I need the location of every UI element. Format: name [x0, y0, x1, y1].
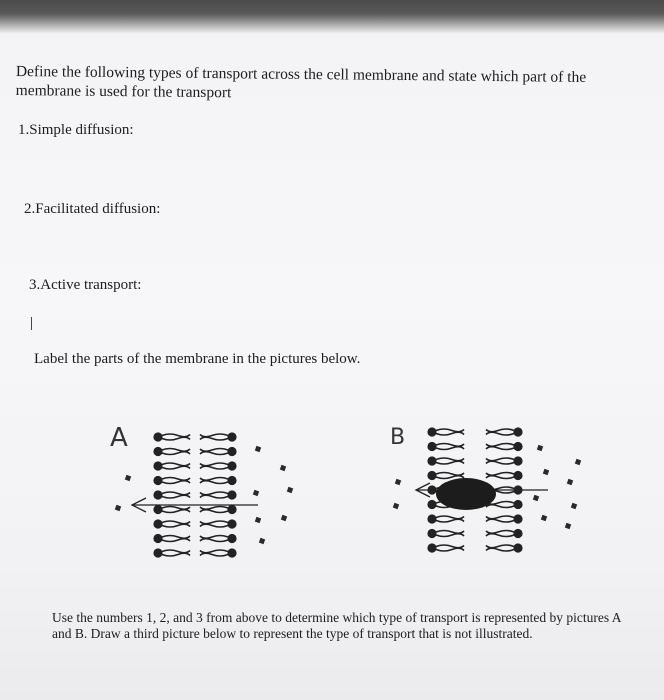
phospholipid-tail	[436, 476, 464, 479]
phospholipid	[427, 456, 464, 465]
molecule	[287, 487, 293, 493]
phospholipid-tail	[486, 476, 514, 479]
phospholipid-head	[153, 548, 162, 557]
phospholipid-head	[427, 471, 436, 480]
phospholipid-head	[227, 534, 236, 543]
phospholipid-tail	[200, 478, 228, 481]
bottom-instruction: Use the numbers 1, 2, and 3 from above to determine which type of transport is represented by pictures A and B. Draw a third picture below to represent the type of transport that is not illustrated.	[52, 610, 621, 641]
phospholipid-tail	[200, 452, 228, 455]
phospholipid-tail	[486, 432, 514, 435]
phospholipid-head	[427, 543, 436, 552]
phospholipid	[427, 529, 464, 538]
phospholipid-head	[513, 543, 522, 552]
phospholipid-head	[153, 461, 162, 470]
phospholipid	[486, 456, 523, 465]
phospholipid-head	[427, 442, 436, 451]
phospholipid-head	[227, 461, 236, 470]
question-active-transport: 3.Active transport:	[29, 277, 142, 293]
phospholipid-tail	[162, 449, 190, 452]
phospholipid-tail	[436, 444, 464, 447]
phospholipid-tail	[436, 516, 464, 519]
phospholipid-tail	[436, 473, 464, 476]
phospholipid-tail	[200, 521, 228, 524]
molecule	[255, 517, 261, 523]
phospholipid-tail	[162, 536, 190, 539]
phospholipid-head	[427, 529, 436, 538]
phospholipid	[153, 548, 190, 557]
question-facilitated-diffusion: 2.Facilitated diffusion:	[24, 201, 161, 217]
phospholipid-tail	[162, 550, 190, 553]
phospholipid-tail	[436, 447, 464, 450]
phospholipid	[200, 490, 237, 499]
phospholipid	[486, 514, 523, 523]
phospholipid	[200, 432, 237, 441]
phospholipid-head	[153, 447, 162, 456]
phospholipid-tail	[200, 449, 228, 452]
phospholipid	[153, 476, 190, 485]
phospholipid-head	[227, 505, 236, 514]
molecule	[393, 503, 399, 509]
phospholipid-head	[153, 490, 162, 499]
phospholipid	[200, 534, 237, 543]
phospholipid-head	[227, 548, 236, 557]
molecule	[537, 445, 543, 451]
phospholipid-head	[153, 476, 162, 485]
phospholipid	[486, 471, 523, 480]
phospholipid-tail	[162, 495, 190, 498]
phospholipid-head	[427, 500, 436, 509]
phospholipid	[427, 427, 464, 436]
phospholipid-tail	[486, 519, 514, 522]
phospholipid-tail	[486, 461, 514, 464]
molecule	[533, 495, 539, 501]
molecule	[571, 503, 577, 509]
intro-text: Define the following types of transport across the cell membrane and state which part of the membrane is used for the transport	[15, 62, 587, 102]
label-instruction: Label the parts of the membrane in the pictures below.	[34, 351, 361, 367]
phospholipid-tail	[162, 553, 190, 556]
phospholipid-tail	[200, 510, 228, 513]
molecule	[565, 523, 571, 529]
phospholipid-tail	[200, 437, 228, 440]
phospholipid-head	[153, 534, 162, 543]
figure-b-label: B	[390, 425, 406, 450]
phospholipid-head	[227, 432, 236, 441]
phospholipid-tail	[162, 437, 190, 440]
phospholipid-tail	[486, 534, 514, 537]
phospholipid-tail	[200, 524, 228, 527]
phospholipid	[153, 505, 190, 514]
molecule	[255, 446, 261, 452]
molecule	[575, 459, 581, 465]
phospholipid	[486, 543, 523, 552]
phospholipid-tail	[486, 505, 514, 508]
phospholipid-tail	[162, 478, 190, 481]
phospholipid-tail	[200, 492, 228, 495]
membrane-bilayer-a	[153, 432, 236, 557]
phospholipid-head	[513, 456, 522, 465]
phospholipid-head	[427, 514, 436, 523]
phospholipid-head	[153, 432, 162, 441]
phospholipid	[486, 529, 523, 538]
phospholipid-tail	[436, 429, 464, 432]
phospholipid-head	[513, 442, 522, 451]
phospholipid-tail	[162, 507, 190, 510]
membrane-protein-b	[436, 478, 496, 510]
molecule	[543, 469, 549, 475]
molecule	[253, 490, 259, 496]
phospholipid-tail	[162, 434, 190, 437]
phospholipid-tail	[486, 548, 514, 551]
phospholipid-tail	[436, 531, 464, 534]
phospholipid-head	[153, 505, 162, 514]
phospholipid-tail	[162, 466, 190, 469]
phospholipid-tail	[162, 452, 190, 455]
phospholipid-tail	[200, 553, 228, 556]
phospholipid	[153, 432, 190, 441]
phospholipid	[427, 442, 464, 451]
phospholipid-tail	[486, 516, 514, 519]
figure-a-label: A	[110, 423, 128, 453]
phospholipid-tail	[162, 521, 190, 524]
phospholipid-tail	[200, 536, 228, 539]
phospholipid	[200, 447, 237, 456]
molecule	[541, 515, 547, 521]
phospholipid-tail	[486, 473, 514, 476]
phospholipid	[153, 534, 190, 543]
phospholipid	[427, 514, 464, 523]
phospholipid-tail	[436, 548, 464, 551]
phospholipid	[153, 490, 190, 499]
phospholipid-head	[513, 529, 522, 538]
phospholipid-tail	[200, 463, 228, 466]
phospholipid-head	[513, 427, 522, 436]
phospholipid-tail	[436, 545, 464, 548]
phospholipid-tail	[162, 463, 190, 466]
phospholipid-tail	[162, 510, 190, 513]
phospholipid	[486, 427, 523, 436]
phospholipid-tail	[162, 524, 190, 527]
phospholipid	[153, 461, 190, 470]
phospholipid-tail	[486, 447, 514, 450]
phospholipid-head	[227, 490, 236, 499]
phospholipid-tail	[200, 466, 228, 469]
phospholipid	[153, 447, 190, 456]
phospholipid-tail	[486, 545, 514, 548]
phospholipid-head	[513, 500, 522, 509]
phospholipid-tail	[486, 444, 514, 447]
phospholipid-head	[153, 519, 162, 528]
phospholipid	[200, 461, 237, 470]
phospholipid-tail	[200, 481, 228, 484]
molecule	[395, 479, 401, 485]
phospholipid-tail	[486, 531, 514, 534]
molecule	[259, 538, 265, 544]
molecule	[115, 505, 121, 511]
phospholipid-tail	[436, 519, 464, 522]
arrow-a	[132, 498, 258, 512]
phospholipid-head	[513, 514, 522, 523]
phospholipid-tail	[436, 432, 464, 435]
molecule	[567, 479, 573, 485]
phospholipid-tail	[200, 507, 228, 510]
phospholipid-head	[227, 476, 236, 485]
phospholipid-head	[227, 447, 236, 456]
phospholipid	[200, 476, 237, 485]
phospholipid-tail	[162, 539, 190, 542]
phospholipid	[200, 519, 237, 528]
phospholipid-tail	[436, 458, 464, 461]
phospholipid-tail	[162, 492, 190, 495]
phospholipid-tail	[200, 434, 228, 437]
phospholipid-tail	[436, 534, 464, 537]
phospholipid	[200, 548, 237, 557]
phospholipid-head	[227, 519, 236, 528]
molecule	[281, 515, 287, 521]
phospholipid-head	[427, 456, 436, 465]
molecule	[125, 475, 131, 481]
phospholipid-tail	[200, 550, 228, 553]
phospholipid-tail	[200, 495, 228, 498]
phospholipid	[153, 519, 190, 528]
question-simple-diffusion: 1.Simple diffusion:	[18, 122, 134, 138]
phospholipid-tail	[486, 429, 514, 432]
phospholipid	[486, 442, 523, 451]
phospholipid-tail	[162, 481, 190, 484]
phospholipid-tail	[200, 539, 228, 542]
phospholipid-tail	[486, 458, 514, 461]
phospholipid	[427, 543, 464, 552]
phospholipid-head	[513, 471, 522, 480]
phospholipid	[200, 505, 237, 514]
phospholipid-head	[427, 427, 436, 436]
phospholipid-tail	[436, 461, 464, 464]
molecule	[280, 465, 286, 471]
